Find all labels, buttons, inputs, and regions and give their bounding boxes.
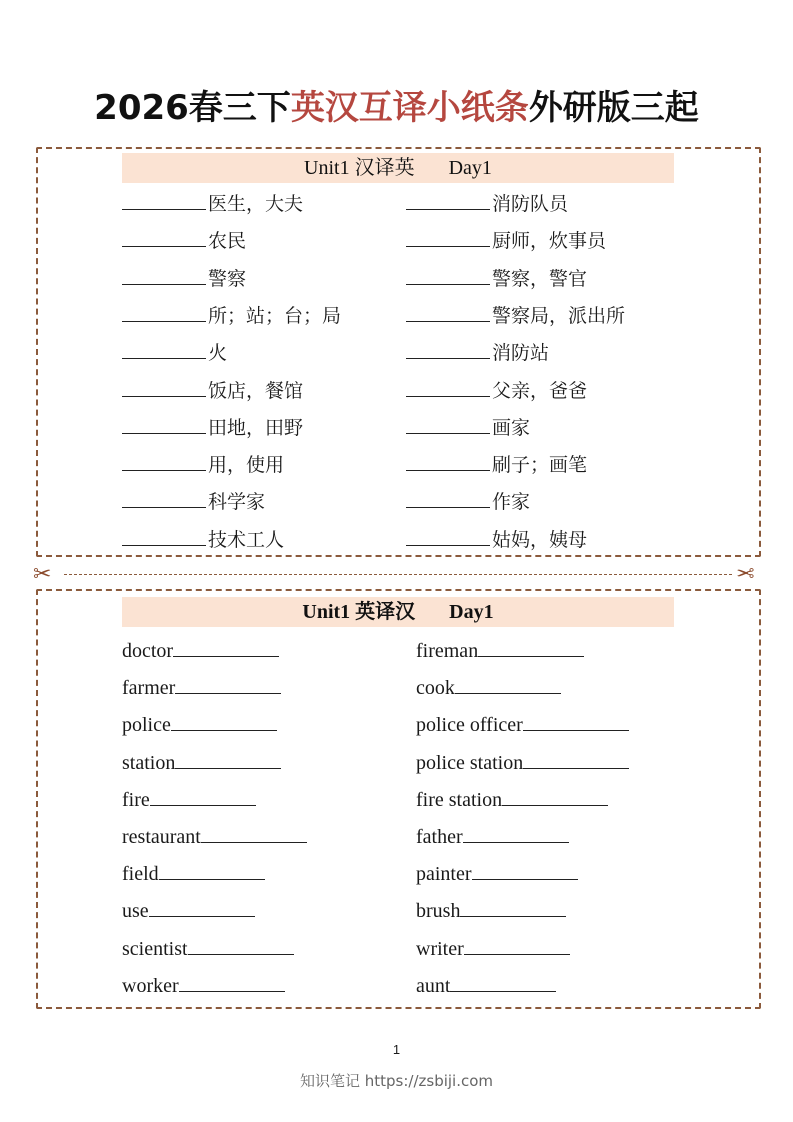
word-prompt: 所；站；台；局 [208,304,342,327]
answer-blank[interactable] [406,305,490,322]
page-number: 1 [392,1042,401,1057]
word-prompt: 科学家 [208,491,266,514]
section-header [122,153,674,183]
section-day: Day1 [449,601,494,623]
section-unit: Unit1 英译汉 [302,601,416,623]
answer-blank[interactable] [406,268,490,285]
word-prompt: 消防站 [492,342,550,365]
answer-blank[interactable] [122,342,206,359]
list-item [416,974,556,998]
word-prompt: 田地，田野 [208,416,304,439]
list-item [416,937,570,961]
answer-blank[interactable] [460,900,566,917]
en-to-cn-section [36,589,761,1009]
list-item [122,192,303,216]
word-prompt: station [122,751,176,774]
list-item [416,676,561,700]
list-item [122,974,285,998]
list-item [416,825,569,849]
answer-blank[interactable] [149,900,255,917]
word-prompt: worker [122,974,179,997]
word-prompt: 火 [208,342,228,365]
answer-blank[interactable] [406,380,490,397]
word-prompt: 技术工人 [208,528,285,551]
list-item [416,862,578,886]
word-prompt: use [122,900,149,923]
answer-blank[interactable] [171,714,277,731]
answer-blank[interactable] [188,938,294,955]
word-prompt: 警察，警官 [492,267,588,290]
answer-blank[interactable] [122,380,206,397]
answer-blank[interactable] [406,230,490,247]
list-item [416,788,608,812]
list-item [122,788,256,812]
title-part-2: 英汉互译小纸条 [290,88,529,128]
word-prompt: aunt [416,974,451,997]
answer-blank[interactable] [523,714,629,731]
answer-blank[interactable] [122,491,206,508]
word-prompt: painter [416,863,472,886]
answer-blank[interactable] [175,677,281,694]
answer-blank[interactable] [464,938,570,955]
word-prompt: father [416,826,463,848]
word-prompt: writer [416,937,464,960]
list-item [406,341,549,365]
cut-line [64,574,732,575]
list-item [122,267,246,291]
answer-blank[interactable] [472,863,578,880]
list-item [122,490,265,514]
answer-blank[interactable] [406,529,490,546]
answer-blank[interactable] [450,975,556,992]
answer-blank[interactable] [406,454,490,471]
answer-blank[interactable] [201,826,307,843]
word-prompt: 画家 [492,416,531,439]
list-item [122,341,227,365]
list-item [406,528,587,552]
list-item [406,267,587,291]
answer-blank[interactable] [406,417,490,434]
list-item [416,899,566,923]
word-prompt: doctor [122,640,174,662]
list-item [122,528,284,552]
word-prompt: 厨师，炊事员 [492,230,607,253]
word-prompt: police station [416,751,524,774]
word-prompt: 刷子；画笔 [492,454,588,477]
word-prompt: police [122,714,171,737]
answer-blank[interactable] [502,789,608,806]
word-prompt: scientist [122,937,188,960]
list-item [122,713,277,737]
title-part-3: 外研版三起 [528,88,699,128]
answer-blank[interactable] [173,640,279,657]
word-prompt: farmer [122,677,176,700]
list-item [406,453,587,477]
answer-blank[interactable] [122,417,206,434]
answer-blank[interactable] [122,230,206,247]
list-item [406,192,568,216]
answer-blank[interactable] [122,305,206,322]
word-prompt: 警察 [208,267,247,290]
answer-blank[interactable] [122,454,206,471]
answer-blank[interactable] [463,826,569,843]
answer-blank[interactable] [150,789,256,806]
word-prompt: 警察局，派出所 [492,304,626,327]
page-title [0,80,793,129]
list-item [122,229,246,253]
list-item [416,713,629,737]
word-prompt: restaurant [122,826,201,848]
list-item [122,304,341,328]
section-day: Day1 [448,157,492,179]
answer-blank[interactable] [523,752,629,769]
list-item [406,416,530,440]
answer-blank[interactable] [455,677,561,694]
section-header [122,597,674,627]
answer-blank[interactable] [179,975,285,992]
section-unit: Unit1 汉译英 [304,157,415,179]
word-prompt: field [122,863,159,886]
answer-blank[interactable] [406,342,490,359]
answer-blank[interactable] [122,268,206,285]
word-prompt: 饭店，餐馆 [208,379,304,402]
list-item [122,639,279,663]
answer-blank[interactable] [406,193,490,210]
scissors-icon: ✂ [736,562,755,587]
list-item [122,899,255,923]
word-prompt: fire station [416,788,503,811]
list-item [416,751,629,775]
answer-blank[interactable] [406,491,490,508]
list-item [122,937,294,961]
list-item [122,379,303,403]
answer-blank[interactable] [175,752,281,769]
answer-blank[interactable] [122,529,206,546]
word-prompt: 农民 [208,230,247,253]
list-item [122,862,265,886]
word-prompt: 用，使用 [208,454,285,477]
answer-blank[interactable] [122,193,206,210]
list-item [406,229,606,253]
list-item [122,751,281,775]
word-prompt: 消防队员 [492,193,569,215]
word-prompt: brush [416,900,461,923]
list-item [406,379,587,403]
word-prompt: 父亲，爸爸 [492,379,588,402]
cn-to-en-section [36,147,761,557]
word-prompt: 医生，大夫 [208,193,304,215]
word-prompt: police officer [416,714,523,737]
title-part-1: 2026春三下 [94,88,291,128]
footer-text: 知识笔记 https://zsbiji.com [299,1072,494,1090]
list-item [122,825,307,849]
list-item [406,490,530,514]
word-prompt: 姑妈，姨母 [492,528,588,551]
list-item [122,676,281,700]
word-prompt: fireman [416,640,479,662]
word-prompt: fire [122,788,150,811]
word-prompt: 作家 [492,491,531,514]
answer-blank[interactable] [159,863,265,880]
answer-blank[interactable] [478,640,584,657]
word-prompt: cook [416,677,455,700]
list-item [122,416,303,440]
scissors-icon: ✂ [33,562,52,587]
list-item [416,639,584,663]
list-item [122,453,284,477]
list-item [406,304,625,328]
